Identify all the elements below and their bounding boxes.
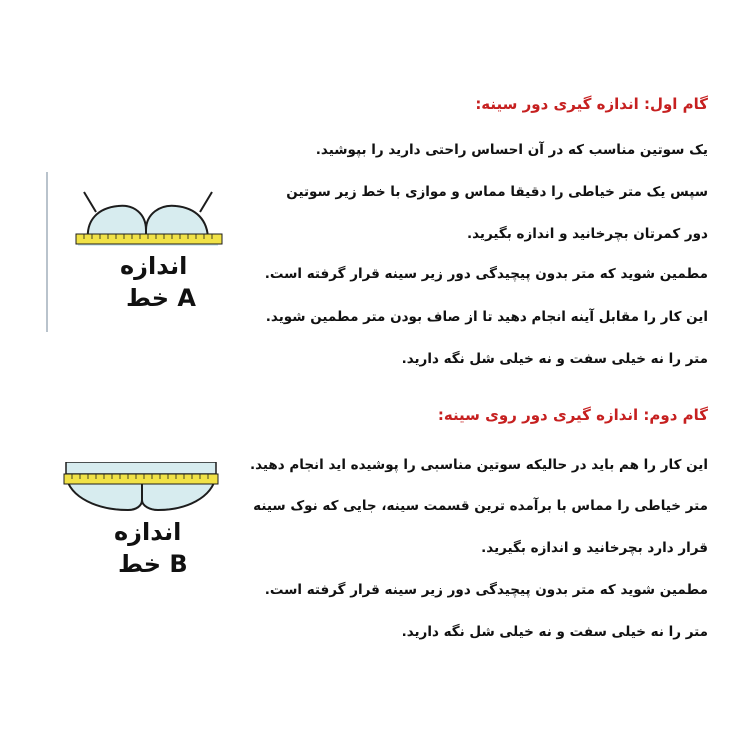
figure-a-label-top: اندازه [120, 252, 188, 280]
step1-line-2: سپس یک متر خیاطی را دقیقا مماس و موازی با خط زیر سوتین [286, 184, 708, 200]
step2-line-4: مطمین شوید که متر بدون پیچیدگی دور زیر سینه قرار گرفته است. [264, 582, 708, 598]
figure-a-label-bottom: خط A [126, 284, 196, 312]
step1-line-1: یک سوتین مناسب که در آن احساس راحتی دارید را بپوشید. [315, 142, 708, 158]
step2-line-5: متر را نه خیلی سفت و نه خیلی شل نگه دارید. [401, 624, 708, 640]
step1-line-3: دور کمرتان بچرخانید و اندازه بگیرید. [466, 226, 708, 242]
figure-a [48, 172, 248, 332]
step2-heading: گام دوم: اندازه گیری دور روی سینه: [437, 406, 708, 424]
step1-line-6: متر را نه خیلی سفت و نه خیلی شل نگه دارید. [401, 351, 708, 367]
step1-line-5: این کار را مقابل آینه انجام دهید تا از صاف بودن متر مطمین شوید. [265, 309, 708, 325]
step2-line-2: متر خیاطی را مماس با برآمده ترین قسمت سینه، جایی که نوک سینه [253, 498, 708, 514]
step1-heading: گام اول: اندازه گیری دور سینه: [475, 95, 708, 113]
step2-line-1: این کار را هم باید در حالیکه سوتین مناسبی را پوشیده اید انجام دهید. [249, 457, 708, 473]
step2-line-3: قرار دارد بچرخانید و اندازه بگیرید. [481, 540, 708, 556]
step1-line-4: مطمین شوید که متر بدون پیچیدگی دور زیر سینه قرار گرفته است. [264, 266, 708, 282]
figure-b-label-top: اندازه [114, 518, 182, 546]
figure-b-label-bottom: خط B [118, 550, 188, 578]
figure-b [58, 462, 250, 588]
